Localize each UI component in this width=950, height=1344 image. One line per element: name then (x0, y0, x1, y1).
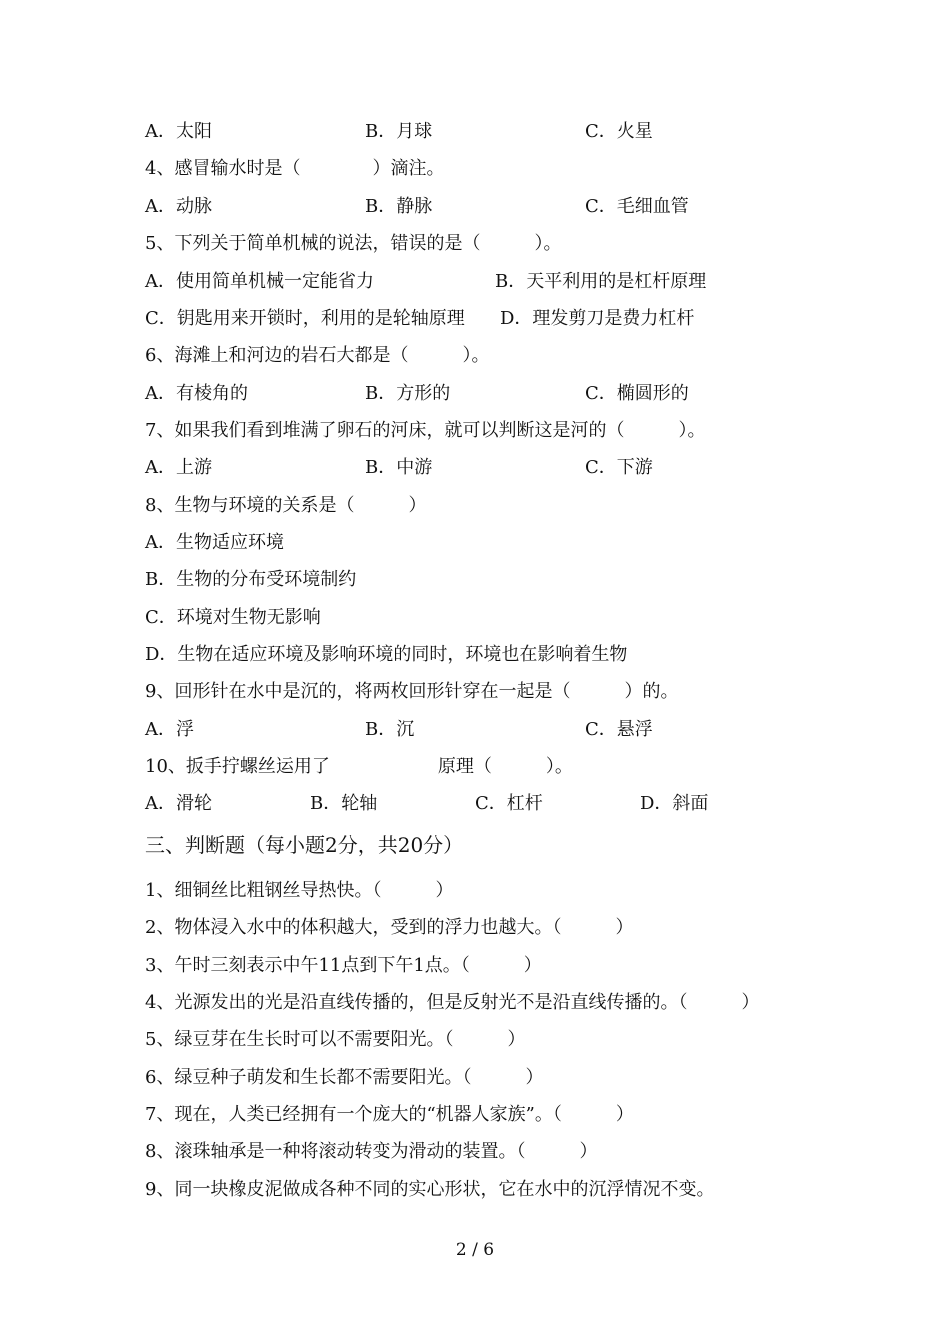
judge-item-1: 1、细铜丝比粗钢丝导热快。（ ） (145, 880, 454, 901)
q3-option-a: A．太阳 (145, 121, 212, 142)
q10-option-c: C．杠杆 (475, 793, 543, 814)
q3-option-b: B．月球 (365, 121, 433, 142)
q10-stem: 10、扳手拧螺丝运用了 原理（ ）。 (145, 756, 573, 777)
q9-option-a: A．浮 (145, 719, 194, 740)
q6-option-a: A．有棱角的 (145, 383, 248, 404)
q9-stem: 9、回形针在水中是沉的，将两枚回形针穿在一起是（ ）的。 (145, 681, 679, 702)
q6-stem: 6、海滩上和河边的岩石大都是（ ）。 (145, 345, 490, 366)
judge-item-8: 8、滚珠轴承是一种将滚动转变为滑动的装置。（ ） (145, 1141, 598, 1162)
section-heading: 三、判断题（每小题2分，共20分） (145, 833, 464, 857)
q8-option-b: B．生物的分布受环境制约 (145, 569, 357, 590)
q8-option-d: D．生物在适应环境及影响环境的同时，环境也在影响着生物 (145, 644, 628, 665)
q4-option-a: A．动脉 (145, 196, 212, 217)
q8-option-a: A．生物适应环境 (145, 532, 284, 553)
judge-item-5: 5、绿豆芽在生长时可以不需要阳光。（ ） (145, 1029, 526, 1050)
judge-item-7: 7、现在，人类已经拥有一个庞大的“机器人家族”。（ ） (145, 1104, 634, 1125)
q6-option-c: C．椭圆形的 (585, 383, 689, 404)
q5-option-d: D．理发剪刀是费力杠杆 (500, 308, 695, 329)
q10-option-a: A．滑轮 (145, 793, 212, 814)
q4-stem: 4、感冒输水时是（ ）滴注。 (145, 158, 445, 179)
q5-option-b: B．天平利用的是杠杆原理 (495, 271, 707, 292)
judge-item-3: 3、午时三刻表示中午11点到下午1点。（ ） (145, 955, 542, 976)
q5-option-c: C．钥匙用来开锁时，利用的是轮轴原理 (145, 308, 465, 329)
q9-option-b: B．沉 (365, 719, 415, 740)
page-number: 2 / 6 (455, 1240, 495, 1260)
q8-option-c: C．环境对生物无影响 (145, 607, 321, 628)
q7-option-a: A．上游 (145, 457, 212, 478)
q7-option-c: C．下游 (585, 457, 653, 478)
judge-item-6: 6、绿豆种子萌发和生长都不需要阳光。（ ） (145, 1067, 544, 1088)
q4-option-b: B．静脉 (365, 196, 433, 217)
judge-item-2: 2、物体浸入水中的体积越大，受到的浮力也越大。（ ） (145, 917, 634, 938)
q7-stem: 7、如果我们看到堆满了卵石的河床，就可以判断这是河的（ ）。 (145, 420, 706, 441)
q5-stem: 5、下列关于简单机械的说法，错误的是（ ）。 (145, 233, 562, 254)
q9-option-c: C．悬浮 (585, 719, 653, 740)
q5-option-a: A．使用简单机械一定能省力 (145, 271, 374, 292)
q10-option-d: D．斜面 (640, 793, 709, 814)
q4-option-c: C．毛细血管 (585, 196, 689, 217)
judge-item-9: 9、同一块橡皮泥做成各种不同的实心形状，它在水中的沉浮情况不变。 (145, 1179, 715, 1200)
q7-option-b: B．中游 (365, 457, 433, 478)
judge-item-4: 4、光源发出的光是沿直线传播的，但是反射光不是沿直线传播的。（ ） (145, 992, 760, 1013)
q3-option-c: C．火星 (585, 121, 653, 142)
q10-option-b: B．轮轴 (310, 793, 378, 814)
q6-option-b: B．方形的 (365, 383, 451, 404)
q8-stem: 8、生物与环境的关系是（ ） (145, 495, 427, 516)
